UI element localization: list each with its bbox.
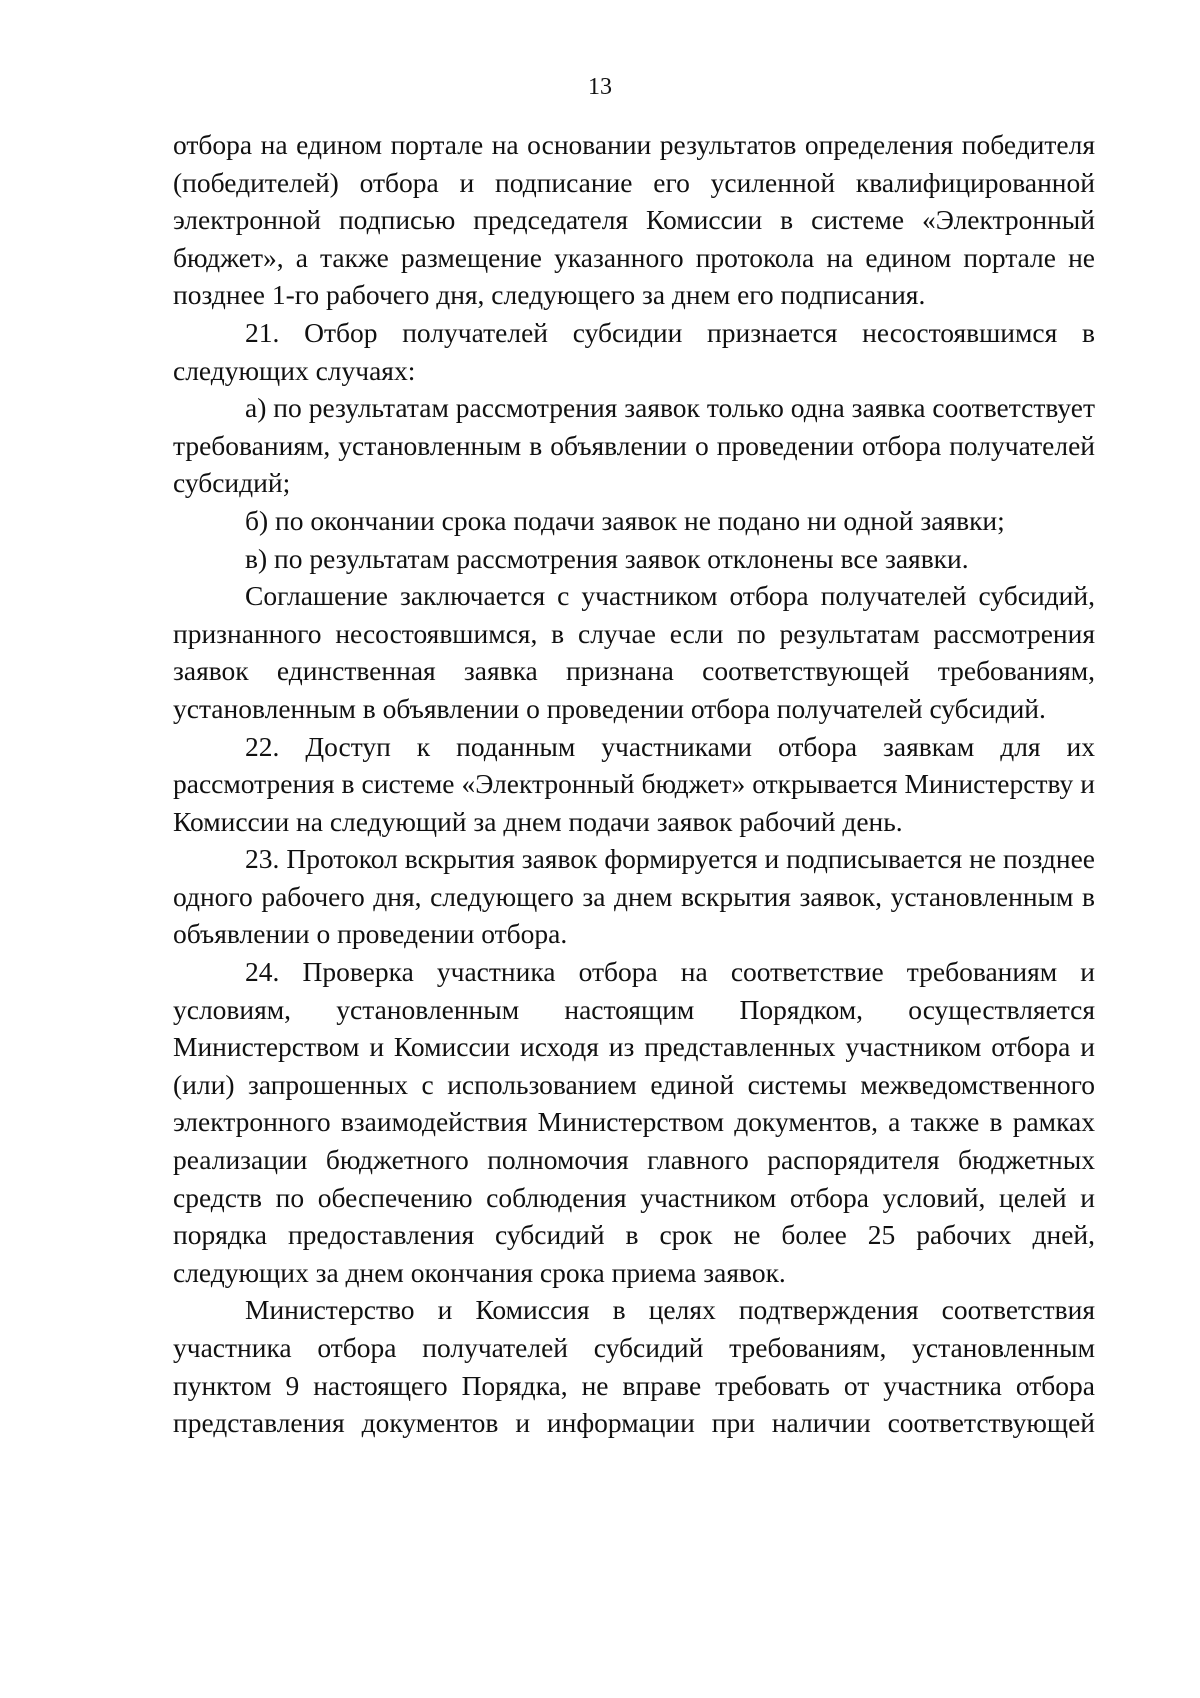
paragraph-23: 23. Протокол вскрытия заявок формируется и подписывается не позднее одного рабочего дня, следующего за днем вскрытия заявок, установленным в объявлении о проведении отбора. [173,843,1095,950]
paragraph-21-b: б) по окончании срока подачи заявок не подано ни одной заявки; [245,504,1005,536]
paragraph-21-v: в) по результатам рассмотрения заявок отклонены все заявки. [245,542,969,574]
page-number: 13 [588,74,612,100]
document-body [173,126,1095,1442]
paragraph-22: 22. Доступ к поданным участниками отбора заявкам для их рассмотрения в системе «Электронный бюджет» открывается Министерству и Комиссии на следующий за днем подачи заявок рабочий день. [173,730,1095,837]
paragraph-ministry-verification: Министерство и Комиссия в целях подтверждения соответствия участника отбора получателей субсидий требованиям, установленным пунктом 9 настоящего Порядка, не вправе требовать от участника отбора представления документов и информации при наличии соответствующей [173,1294,1095,1439]
paragraph-24: 24. Проверка участника отбора на соответствие требованиям и условиям, установленным настоящим Порядком, осуществляется Министерством и Комиссии исходя из представленных участником отбора и (или) запрошенных с использованием единой системы межведомственного электронного взаимодействия Министерством документов, а также в рамках реализации бюджетного полномочия главного распорядителя бюджетных средств по обеспечению соблюдения участником отбора условий, целей и порядка предоставления субсидий в срок не более 25 рабочих дней, следующих за днем окончания срока приема заявок. [173,956,1095,1288]
paragraph-agreement: Соглашение заключается с участником отбора получателей субсидий, признанного несостоявшимся, в случае если по результатам рассмотрения заявок единственная заявка признана соответствующей требованиям, установленным в объявлении о проведении отбора получателей субсидий. [173,580,1095,724]
paragraph-21-a: а) по результатам рассмотрения заявок только одна заявка соответствует требованиям, установленным в объявлении о проведении отбора получателей субсидий; [173,392,1095,499]
paragraph-21: 21. Отбор получателей субсидии признается несостоявшимся в следующих случаях: [173,316,1095,386]
paragraph-protocol-continuation: отбора на едином портале на основании результатов определения победителя (победителей) отбора и подписание его усиленной квалифицированной электронной подписью председателя Комиссии в системе «Электронный бюджет», а также размещение указанного протокола на едином портале не позднее 1-го рабочего дня, следующего за днем его подписания. [173,129,1095,311]
